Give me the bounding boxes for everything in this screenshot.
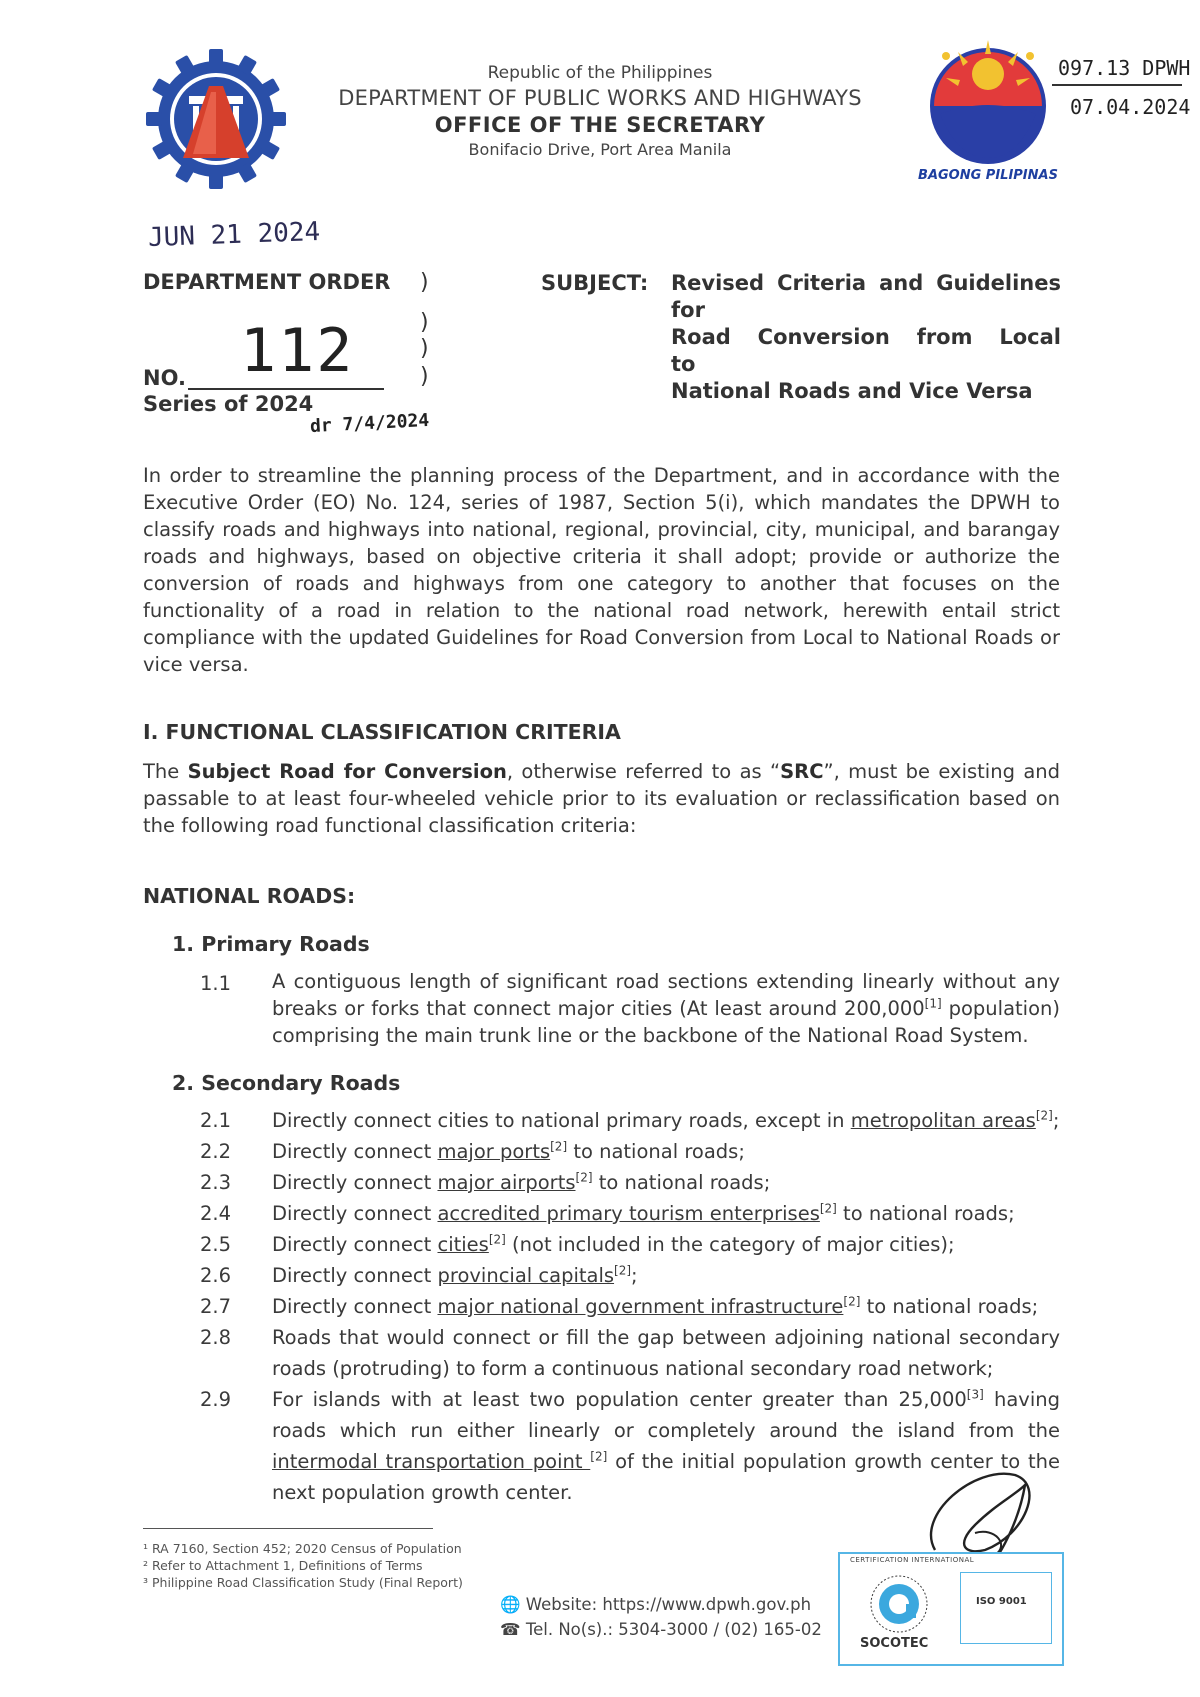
item-number: 2.3 [200, 1171, 232, 1194]
series-label: Series of 2024 [143, 392, 314, 416]
dpwh-logo [143, 46, 289, 192]
item-text-post: to national roads; [860, 1295, 1039, 1318]
defined-term: major airports [437, 1171, 576, 1194]
footnote-ref: [2] [488, 1232, 506, 1247]
contact-block [500, 1592, 822, 1642]
national-roads-heading: NATIONAL ROADS: [143, 884, 356, 908]
paren-4: ) [420, 364, 429, 389]
item-text [272, 1167, 1060, 1198]
item-text: Roads that would connect or fill the gap between adjoining national secondary roads (protruding) to form a continuous national secondary road network; [272, 1326, 1060, 1380]
item-text-pre: Directly connect [272, 1295, 438, 1318]
bagong-pilipinas-logo [918, 36, 1058, 186]
certification-ring-text: CERTIFICATION INTERNATIONAL [850, 1556, 975, 1564]
receipt-date: 07.04.2024 [1070, 95, 1191, 119]
defined-term: provincial capitals [437, 1264, 615, 1287]
order-number: 112 [240, 316, 355, 386]
iso-label: ISO 9001 [976, 1596, 1027, 1607]
src-abbrev: SRC [780, 760, 824, 783]
initial-date: dr 7/4/2024 [309, 409, 430, 438]
item-text-pre: Directly connect [272, 1233, 438, 1256]
paren-3: ) [420, 336, 429, 361]
office-address: Bonifacio Drive, Port Area Manila [468, 140, 732, 159]
item-number: 2.4 [200, 1202, 232, 1225]
item-number: 2.9 [200, 1388, 232, 1411]
paren-2: ) [420, 310, 429, 335]
letterhead [300, 62, 900, 161]
item-text-pre: Directly connect [272, 1264, 438, 1287]
socotec-logo [854, 1564, 944, 1636]
footnote-2: ² Refer to Attachment 1, Definitions of Terms [143, 1558, 423, 1573]
subject-title [671, 270, 1061, 405]
website-row [500, 1592, 822, 1617]
footnote-ref: [2] [550, 1139, 568, 1154]
item-text [272, 1136, 1060, 1167]
phone-icon: ☎ [500, 1620, 521, 1639]
republic-line: Republic of the Philippines [487, 63, 713, 83]
footnote-ref: [1] [924, 996, 942, 1011]
defined-term: cities [437, 1233, 489, 1256]
subject-line-1: Revised Criteria and Guidelines for [671, 271, 1061, 322]
order-no-label: NO. [143, 366, 186, 390]
defined-term: major ports [437, 1140, 551, 1163]
subject-label: SUBJECT: [541, 271, 649, 295]
item-number: 2.2 [200, 1140, 232, 1163]
footnote-ref: [2] [614, 1263, 632, 1278]
src-term: Subject Road for Conversion [187, 760, 507, 783]
item-text [272, 968, 1060, 1049]
intro-paragraph: In order to streamline the planning process of the Department, and in accordance with the Executive Order (EO) No. 124, series of 1987, Section 5(i), which mandates the DPWH to classify roads and highways into national, regional, provincial, city, municipal, and barangay roads and highways, based on objective criteria it shall adopt; provide or authorize the conversion of roads and highways from one category to another that focuses on the functionality of a road in relation to the national road network, herewith entail strict compliance with the updated Guidelines for Road Conversion from Local to National Roads or vice versa. [143, 464, 1060, 676]
footnote-ref: [2] [590, 1449, 608, 1464]
defined-term: accredited primary tourism enterprises [437, 1202, 820, 1225]
item-text-pre: Directly connect [272, 1140, 438, 1163]
order-no-line [188, 388, 384, 390]
bagong-pilipinas-label: BAGONG PILIPINAS [918, 168, 1058, 183]
iso-inner-box [960, 1572, 1052, 1644]
item-text-post: to national roads; [836, 1202, 1015, 1225]
item-text-post: ; [1052, 1109, 1060, 1132]
item-text-pre: A contiguous length of significant road sections extending linearly without any breaks or forks that connect major cities (At least around 200,000 [272, 970, 1060, 1020]
item-text-post: of the initial population growth center to the next population growth center. [272, 1450, 1060, 1504]
list-item [200, 968, 1060, 1058]
src-text-2: , otherwise referred to as “ [506, 760, 781, 783]
item-text-post: to national roads; [592, 1171, 771, 1194]
office-name: OFFICE OF THE SECRETARY [434, 113, 766, 137]
phone-row [500, 1617, 822, 1642]
secondary-roads-heading: 2. Secondary Roads [172, 1071, 401, 1095]
iso-certification-badge [838, 1552, 1064, 1666]
subject-line-2: Road Conversion from Local to [671, 325, 1061, 376]
footnote-ref: [2] [575, 1170, 593, 1185]
item-text [272, 1291, 1060, 1322]
footnote-ref: [3] [966, 1387, 984, 1402]
department-order-label: DEPARTMENT ORDER [143, 270, 391, 294]
footnote-ref: [2] [1035, 1108, 1053, 1123]
item-text-post: ; [631, 1264, 638, 1287]
globe-icon: 🌐 [500, 1595, 521, 1614]
section-paragraph [143, 758, 1060, 839]
item-number: 2.7 [200, 1295, 232, 1318]
item-text-post: to national roads; [567, 1140, 745, 1163]
receipt-code: 097.13 DPWH [1058, 56, 1191, 80]
issue-date-stamp: JUN 21 2024 [147, 217, 321, 253]
defined-term: major national government infrastructure [437, 1295, 844, 1318]
item-number: 2.8 [200, 1326, 232, 1349]
receipt-divider [1052, 84, 1182, 86]
socotec-label: SOCOTEC [860, 1636, 929, 1651]
item-text [272, 1105, 1060, 1136]
footnote-1: ¹ RA 7160, Section 452; 2020 Census of Population [143, 1541, 462, 1556]
section-heading: I. FUNCTIONAL CLASSIFICATION CRITERIA [143, 720, 621, 744]
item-text [272, 1229, 1060, 1260]
item-text-post: (not included in the category of major cities); [505, 1233, 955, 1256]
item-number: 1.1 [200, 972, 232, 995]
website-link[interactable]: Website: https://www.dpwh.gov.ph [525, 1595, 812, 1614]
telephone-numbers: Tel. No(s).: 5304-3000 / (02) 165-02 [525, 1620, 822, 1639]
item-number: 2.6 [200, 1264, 232, 1287]
subject-line-3: National Roads and Vice Versa [671, 379, 1033, 403]
item-text-mid: having roads which run either linearly or completely around the island from the [272, 1388, 1061, 1442]
item-text-post: population) comprising the main trunk line or the backbone of the National Road System. [272, 997, 1060, 1047]
paren-1: ) [420, 270, 429, 295]
footnote-ref: [2] [843, 1294, 861, 1309]
src-text-3: ”, must be existing and passable to at least four-wheeled vehicle prior to its evaluation or reclassification based on the following road functional classification criteria: [143, 760, 1060, 837]
defined-term: intermodal transportation point [272, 1450, 591, 1473]
primary-roads-heading: 1. Primary Roads [172, 932, 370, 956]
item-number: 2.5 [200, 1233, 232, 1256]
src-text-1: The [143, 760, 188, 783]
footnote-3: ³ Philippine Road Classification Study (Final Report) [143, 1575, 463, 1590]
item-text-pre: Directly connect [272, 1171, 438, 1194]
item-text-pre: Directly connect [272, 1202, 438, 1225]
department-name: DEPARTMENT OF PUBLIC WORKS AND HIGHWAYS [338, 86, 862, 110]
item-text-pre: For islands with at least two population center greater than 25,000 [272, 1388, 967, 1411]
item-text [272, 1198, 1060, 1229]
defined-term: metropolitan areas [850, 1109, 1036, 1132]
footnote-divider [143, 1528, 433, 1529]
footnote-ref: [2] [819, 1201, 837, 1216]
item-text-pre: Directly connect cities to national primary roads, except in [272, 1109, 851, 1132]
footnotes [143, 1540, 463, 1591]
item-text [272, 1260, 1060, 1291]
item-number: 2.1 [200, 1109, 232, 1132]
